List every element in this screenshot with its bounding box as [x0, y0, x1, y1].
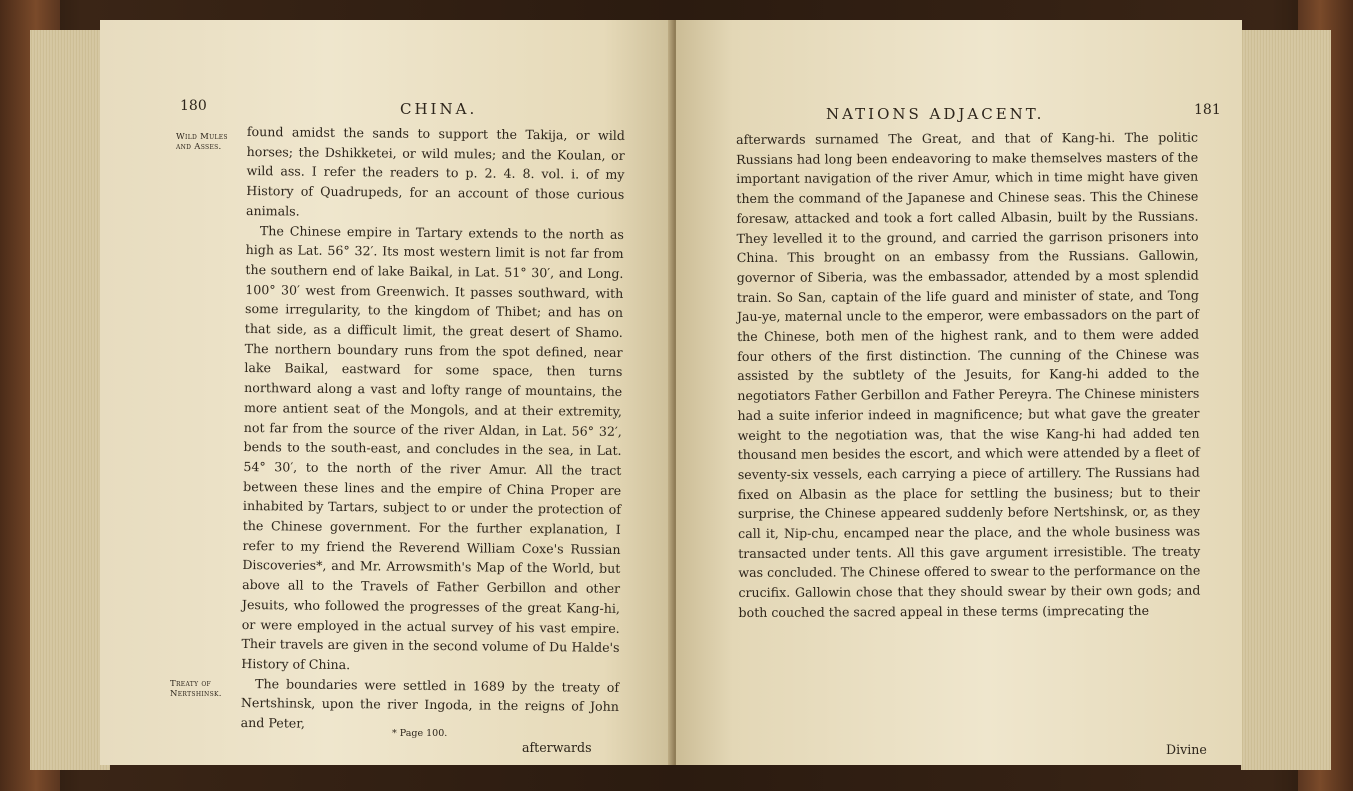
catchword-left: afterwards	[522, 740, 592, 755]
right-page	[676, 20, 1242, 765]
footnote: * Page 100.	[392, 728, 448, 739]
right-body-text	[736, 128, 1201, 623]
margin-note-treaty: Treaty of Nertshinsk.	[170, 679, 222, 699]
page-edges-left	[30, 30, 110, 770]
left-body-text	[241, 122, 625, 737]
paragraph: afterwards surnamed The Great, and that of Kang-hi. The politic Russians had long been endeavoring to make themselves masters of the important navigation of the river Amur, which in time might have given them the command of the Japanese and Chinese seas. This the Chinese foresaw, attacked and took a fort called Albasin, built by the Russians. They levelled it to the ground, and carried the garrison prisoners into China. This brought on an embassy from the Russians. Gallowin, governor of Siberia, was the embassador, attended by a most splendid train. So San, captain of the life guard and minister of state, and Tong Jau-ye, maternal uncle to the emperor, were embassadors on the part of the Chinese, both men of the highest rank, and to them were added four others of the first distinction. The cunning of the Chinese was assisted by the subtlety of the Jesuits, for Kang-hi added to the negotiators Father Gerbillon and Father Pereyra. The Chinese ministers had a suite inferior indeed in magnificence; but what gave the greater weight to the negotiation was, that the wise Kang-hi had added ten thousand men besides the escort, and which were attended by a fleet of seventy-six vessels, each carrying a piece of artillery. The Russians had fixed on Albasin as the place for settling the business; but to their surprise, the Chinese appeared suddenly before Nertshinsk, or, as they call it, Nip-chu, encamped near the place, and the whole business was transacted under tents. All this gave argument irresistible. The treaty was concluded. The Chinese offered to swear to the performance on the crucifix. Gallowin chose that they should swear by their own gods; and both couched the sacred appeal in these terms (imprecating the	[736, 129, 1201, 620]
left-page	[100, 20, 672, 765]
paragraph: found amidst the sands to support the Takija, or wild horses; the Dshikketei, or wild mules; and the Koulan, or wild ass. I refer the readers to p. 2. 4. 8. vol. i. of my History of Quadrupeds, for an account of those curious animals.	[245, 123, 625, 219]
page-number-left: 180	[180, 98, 207, 114]
margin-note-wild-mules: Wild Mules and Asses.	[176, 132, 228, 152]
paragraph: The boundaries were settled in 1689 by the treaty of Nertshinsk, upon the river Ingoda, in the reigns of John and Peter,	[240, 675, 620, 731]
page-number-right: 181	[1194, 102, 1221, 118]
catchword-right: Divine	[1166, 742, 1207, 757]
running-head-left: CHINA.	[400, 100, 478, 118]
paragraph: The Chinese empire in Tartary extends to the north as high as Lat. 56° 32′. Its most western limit is not far from the southern end of lake Baikal, in Lat. 51° 30′, and Long. 100° 30′ west from Greenwich. It passes southward, with some irregularity, to the kingdom of Thibet; and has on that side, as a difficult limit, the great desert of Shamo. The northern boundary runs from the spot defined, near lake Baikal, eastward for some space, then turns northward along a vast and lofty range of mountains, the more antient seat of the Mongols, and at their extremity, not far from the source of the river Aldan, in Lat. 56° 32′, bends to the south-east, and concludes in the sea, in Lat. 54° 30′, to the north of the river Amur. All the tract between these lines and the empire of China Proper are inhabited by Tartars, subject to or under the protection of the Chinese government. For the further explanation, I refer to my friend the Reverend William Coxe's Russian Discoveries*, and Mr. Arrowsmith's Map of the World, but above all to the Travels of Father Gerbillon and other Jesuits, who followed the progresses of the great Kang-hi, or were employed in the actual survey of his vast empire. Their travels are given in the second volume of Du Halde's History of China.	[241, 222, 624, 673]
page-edges-right	[1241, 30, 1331, 770]
running-head-right: NATIONS ADJACENT.	[826, 105, 1045, 123]
